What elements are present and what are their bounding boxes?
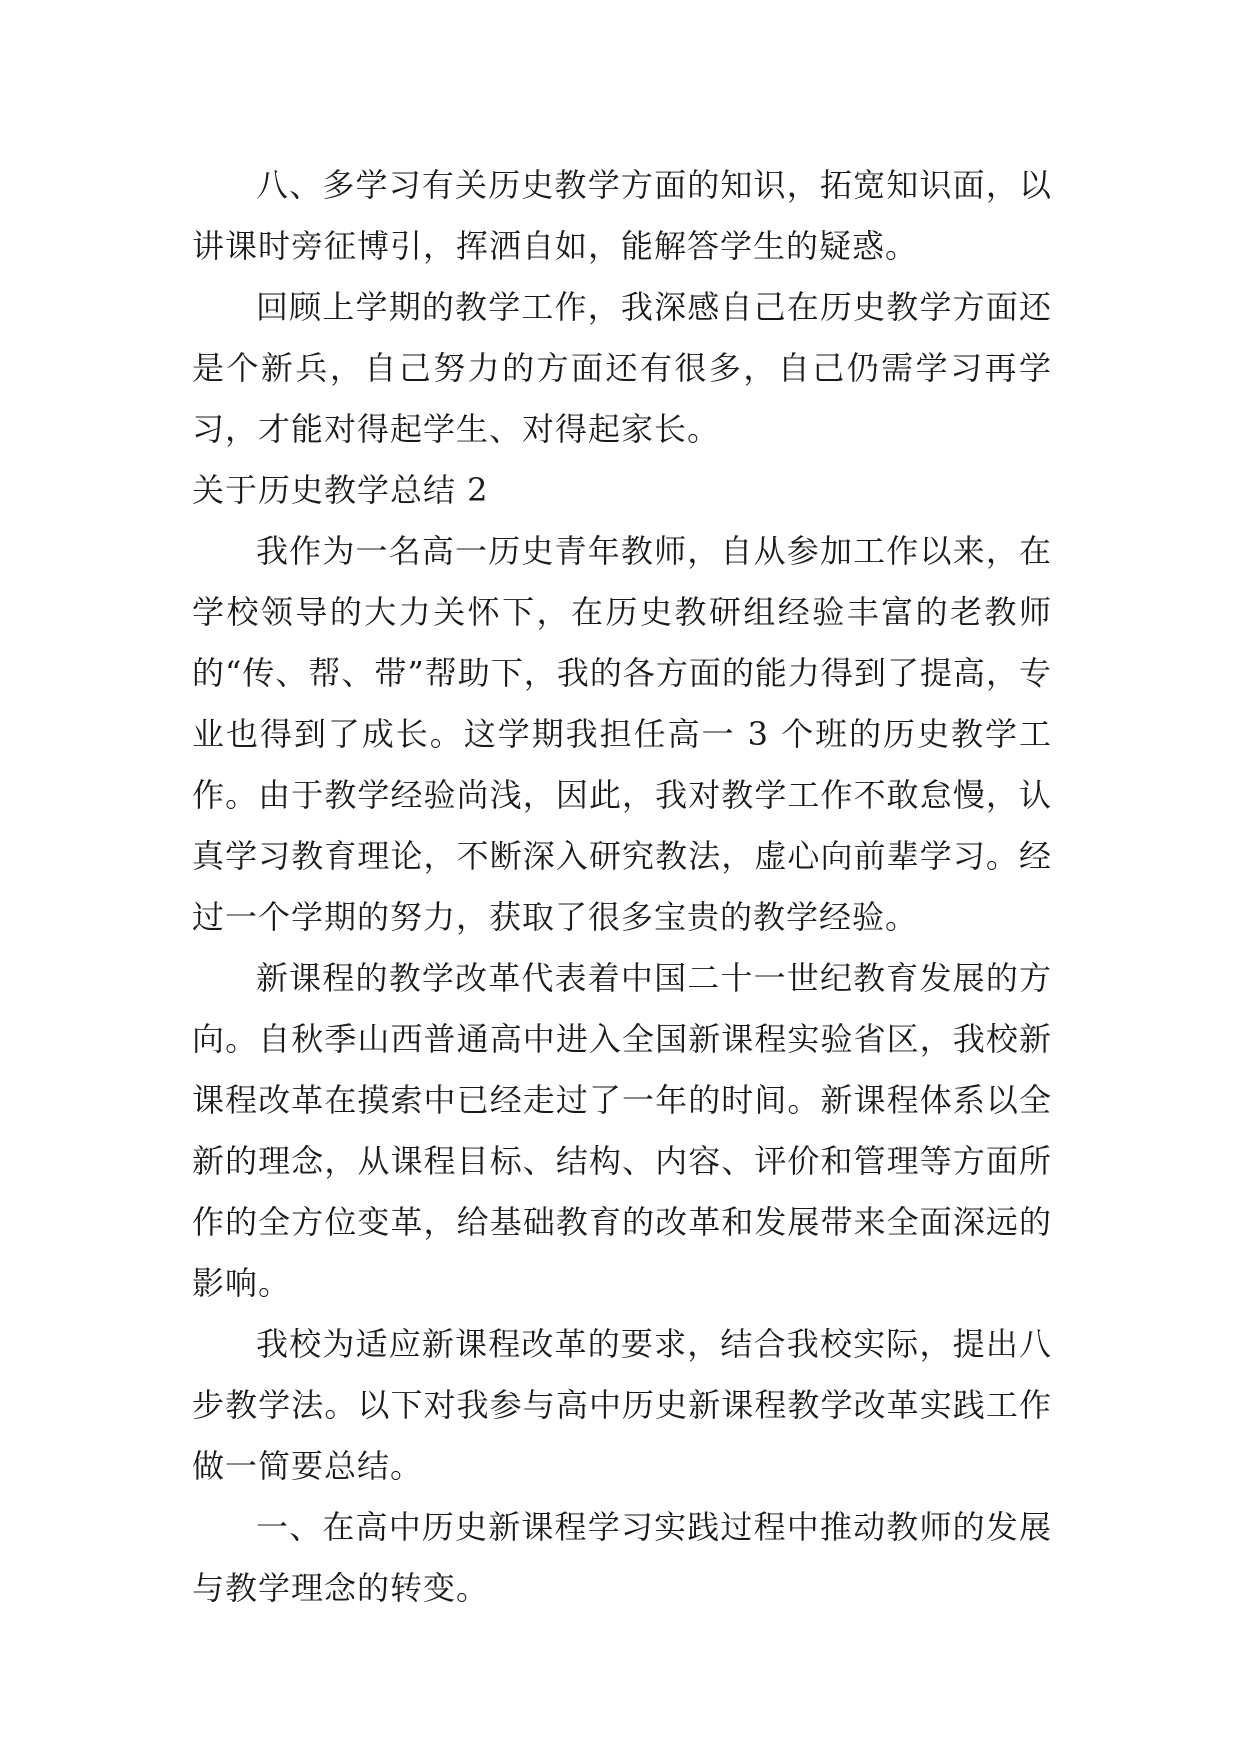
paragraph-point-one: 一、在高中历史新课程学习实践过程中推动教师的发展与教学理念的转变。 <box>192 1508 1052 1607</box>
section-title: 关于历史教学总结 2 <box>192 471 489 509</box>
paragraph-eight-step-method: 我校为适应新课程改革的要求，结合我校实际，提出八步教学法。以下对我参与高中历史新课程教学改革实践工作做一简要总结。 <box>192 1325 1052 1485</box>
paragraph-new-curriculum: 新课程的教学改革代表着中国二十一世纪教育发展的方向。自秋季山西普通高中进入全国新课程实验省区，我校新课程改革在摸索中已经走过了一年的时间。新课程体系以全新的理念，从课程目标、结构、内容、评价和管理等方面所作的全方位变革，给基础教育的改革和发展带来全面深远的影响。 <box>192 959 1052 1302</box>
paragraph-point-eight: 八、多学习有关历史教学方面的知识，拓宽知识面，以讲课时旁征博引，挥洒自如，能解答学生的疑惑。 <box>192 166 1052 265</box>
document-body <box>192 155 1052 1619</box>
paragraph-review: 回顾上学期的教学工作，我深感自己在历史教学方面还是个新兵，自己努力的方面还有很多，自己仍需学习再学习，才能对得起学生、对得起家长。 <box>192 288 1052 448</box>
paragraph-intro: 我作为一名高一历史青年教师，自从参加工作以来，在学校领导的大力关怀下，在历史教研组经验丰富的老教师的“传、帮、带”帮助下，我的各方面的能力得到了提高，专业也得到了成长。这学期我担任高一 3 个班的历史教学工作。由于教学经验尚浅，因此，我对教学工作不敢怠慢，认真学习教育理论，不断深入研究教法，虚心向前辈学习。经过一个学期的努力，获取了很多宝贵的教学经验。 <box>192 532 1052 936</box>
